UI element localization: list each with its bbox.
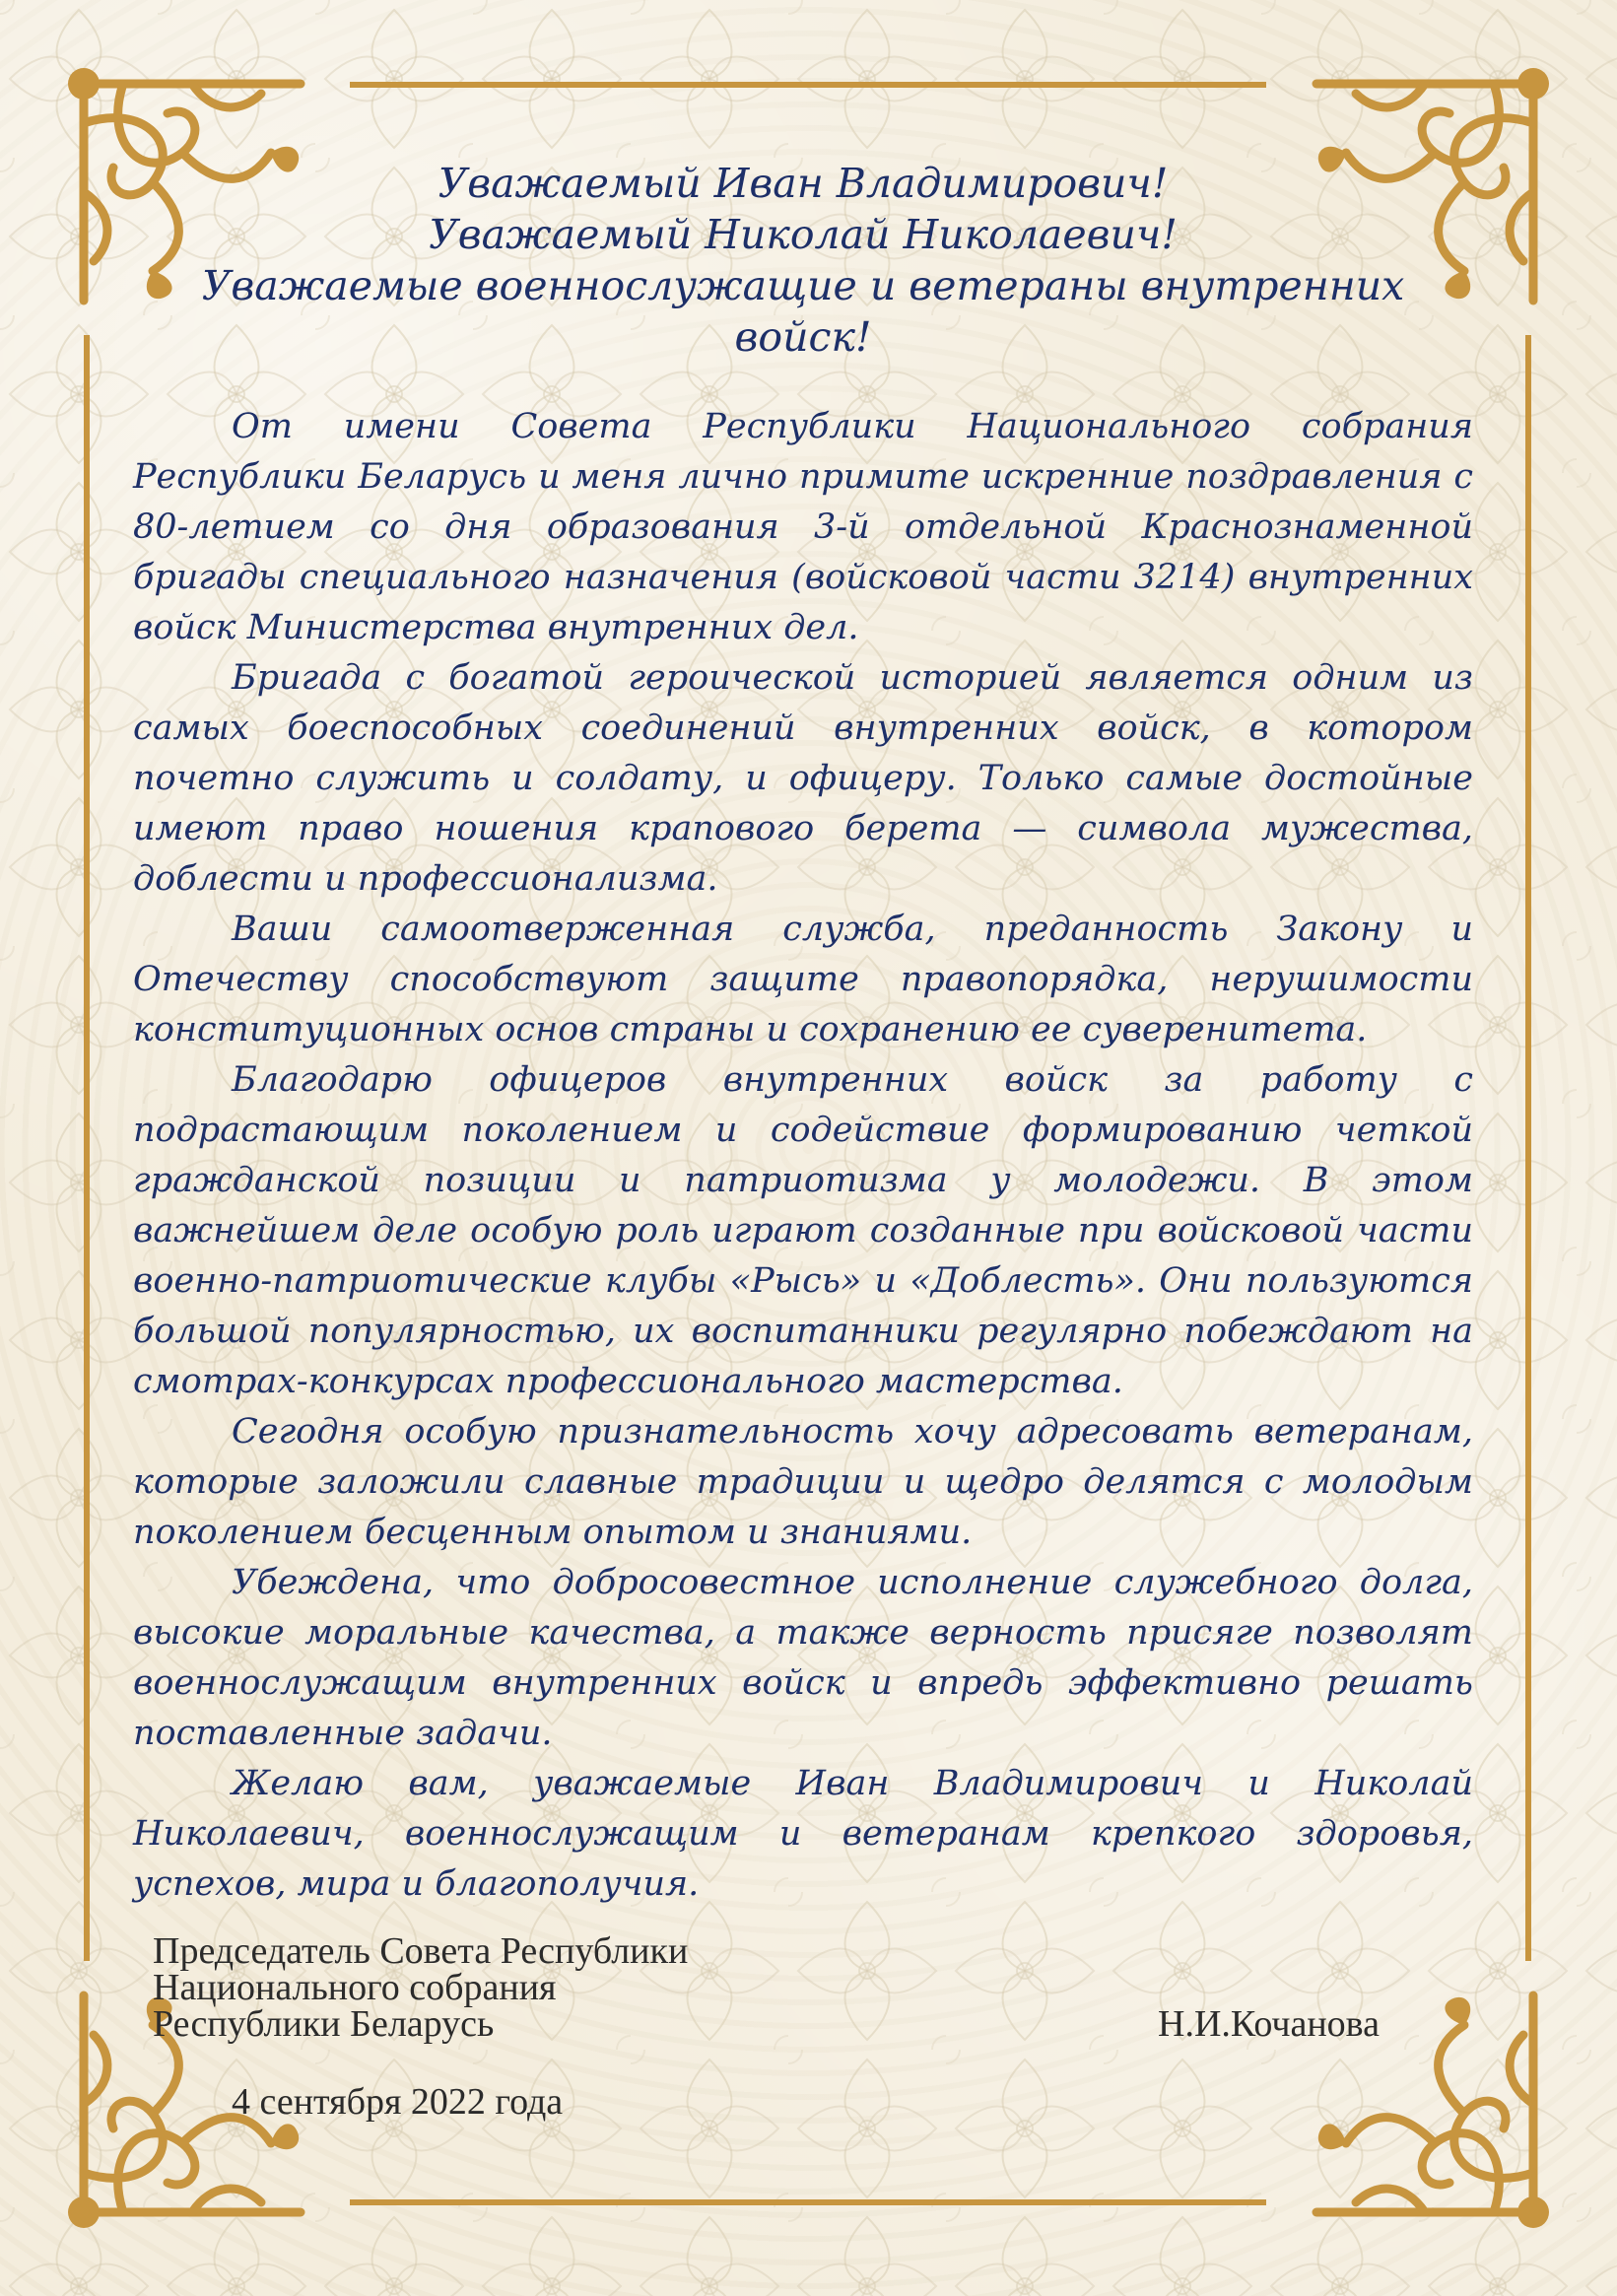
paragraph-3: Ваши самоотверженная служба, преданность Закону и Отечеству способствуют защите правопорядка, нерушимости конституционных основ страны и сохранению ее суверенитета. xyxy=(133,910,1473,1049)
paragraph-6: Убеждена, что добросовестное исполнение служебного долга, высокие моральные качества, а также верность присяге позволят военнослужащим внутренних войск и впредь эффективно решать поставленные задачи. xyxy=(133,1563,1473,1753)
frame-top-line xyxy=(350,82,1266,88)
frame-left-line xyxy=(84,335,90,1961)
paragraph-4: Благодарю офицеров внутренних войск за работу с подрастающим поколением и содействие формированию четкой гражданской позиции и патриотизма у молодежи. В этом важнейшем деле особую роль играют созданные при войсковой части военно-патриотические клубы «Рысь» и «Доблесть». Они пользуются большой популярностью, их воспитанники регулярно побеждают на смотрах-конкурсах профессионального мастерства. xyxy=(133,1060,1473,1401)
greeting-line-2: Уважаемый Николай Николаевич! xyxy=(429,211,1178,258)
frame-bottom-line xyxy=(350,2199,1266,2205)
greeting-line-1: Уважаемый Иван Владимирович! xyxy=(438,160,1169,207)
position-line-3: Республики Беларусь xyxy=(153,2003,495,2045)
greeting-line-3: Уважаемые военнослужащие и ветераны внутренних войск! xyxy=(201,262,1405,361)
signature-date: 4 сентября 2022 года xyxy=(232,2081,564,2123)
paragraph-5: Сегодня особую признательность хочу адресовать ветеранам, которые заложили славные традиции и щедро делятся с молодым поколением бесценным опытом и знаниями. xyxy=(133,1412,1473,1552)
greeting xyxy=(133,158,1473,363)
position-line-2: Национального собрания xyxy=(153,1967,557,2008)
paragraph-2: Бригада с богатой героической историей является одним из самых боеспособных соединений внутренних войск, в котором почетно служить и солдату, и офицеру. Только самые достойные имеют право ношения крапового берета — символа мужества, доблести и профессионализма. xyxy=(133,658,1473,899)
letter-body xyxy=(133,158,1473,1910)
frame-right-line xyxy=(1525,335,1531,1961)
paragraph-7: Желаю вам, уважаемые Иван Владимирович и Николай Николаевич, военнослужащим и ветеранам крепкого здоровья, успехов, мира и благополучия. xyxy=(133,1764,1473,1904)
signature-name: Н.И.Кочанова xyxy=(1158,2003,1380,2045)
signature-position xyxy=(153,1930,941,2045)
position-line-1: Председатель Совета Республики xyxy=(153,1930,689,1972)
paragraph-1: От имени Совета Республики Национального собрания Республики Беларусь и меня лично примите искренние поздравления с 80-летием со дня образования 3-й отдельной Краснознаменной бригады специального назначения (войсковой части 3214) внутренних войск Министерства внутренних дел. xyxy=(133,407,1473,647)
